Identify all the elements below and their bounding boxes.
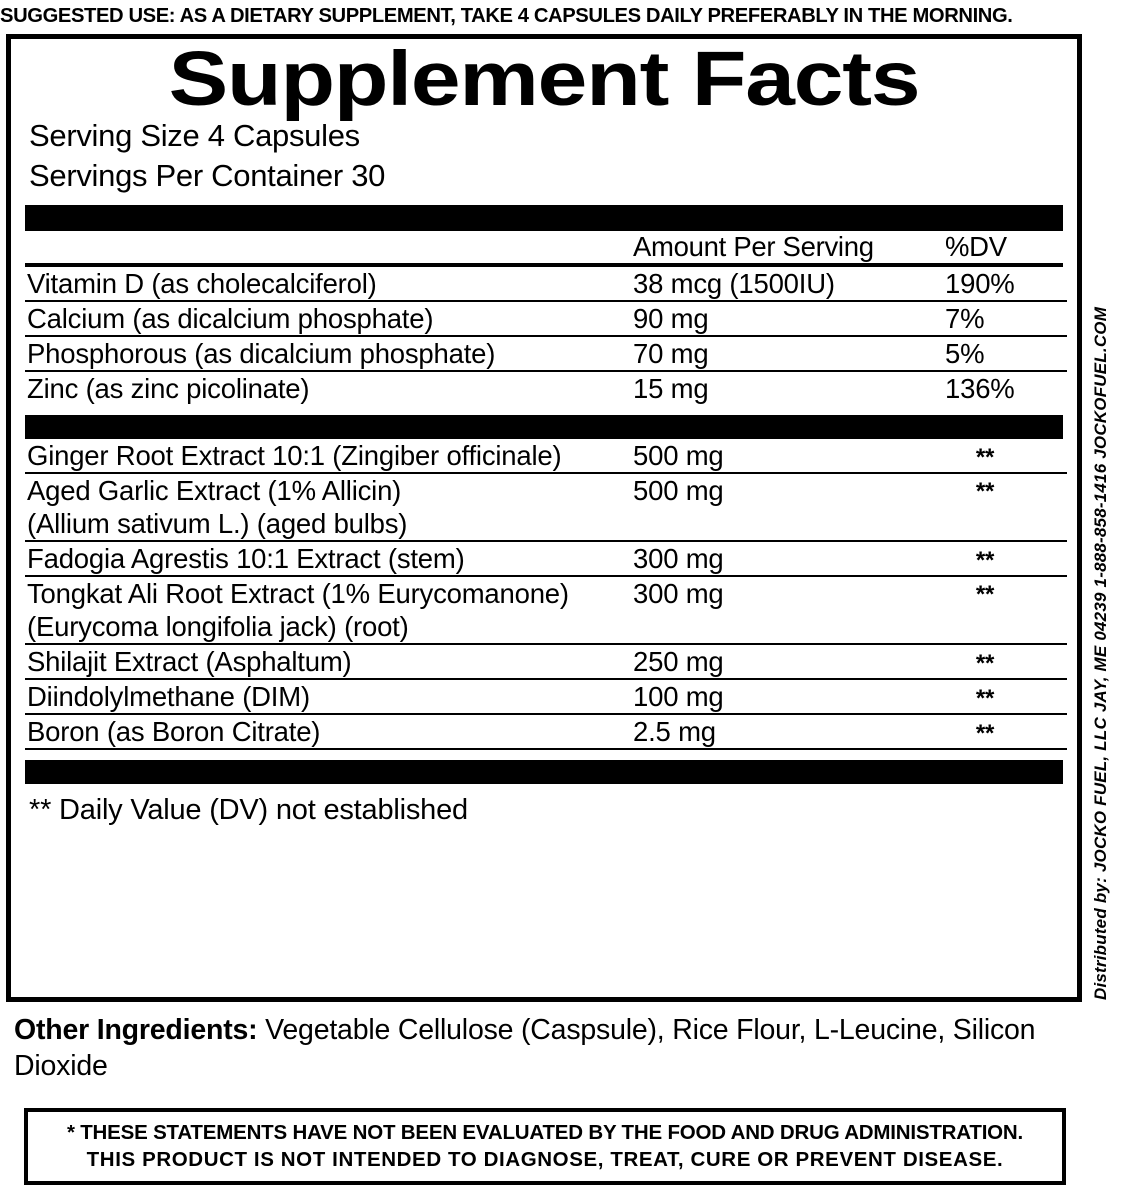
nutrient-amount: 38 mcg (1500IU) <box>629 267 937 301</box>
table-row <box>25 336 1067 371</box>
facts-panel <box>6 34 1082 1002</box>
distributor-vertical-text <box>1091 40 1127 1000</box>
botanical-name: Tongkat Ali Root Extract (1% Eurycomanone) <box>27 578 569 610</box>
divider-bar-top <box>25 205 1063 231</box>
botanical-amount: 250 mg <box>629 644 937 679</box>
botanical-amount: 500 mg <box>629 439 937 473</box>
nutrient-name: Vitamin D (as cholecalciferol) <box>25 267 629 301</box>
botanical-dv: ** <box>937 714 1067 749</box>
divider-bar-middle <box>25 415 1063 439</box>
botanical-dv: ** <box>937 644 1067 679</box>
botanical-name: Diindolylmethane (DIM) <box>25 679 629 714</box>
daily-value-note: ** Daily Value (DV) not established <box>29 794 468 827</box>
table-row <box>25 473 1067 541</box>
botanical-amount: 500 mg <box>629 473 937 541</box>
other-ingredients <box>14 1012 1070 1085</box>
header-dv: %DV <box>945 231 1007 263</box>
table-row <box>25 644 1067 679</box>
botanical-subname: (Eurycoma longifolia jack) (root) <box>27 611 409 643</box>
table-row <box>25 679 1067 714</box>
table-row <box>25 301 1067 336</box>
nutrient-name: Phosphorous (as dicalcium phosphate) <box>25 336 629 371</box>
other-ingredients-value: Vegetable Cellulose (Caspsule), Rice Flour, L-Leucine, Silicon Dioxide <box>14 1014 1036 1083</box>
botanical-name: Fadogia Agrestis 10:1 Extract (stem) <box>25 541 629 576</box>
table-row <box>25 439 1067 473</box>
serving-size: Serving Size 4 Capsules <box>29 118 360 154</box>
botanical-dv: ** <box>937 541 1067 576</box>
header-amount: Amount Per Serving <box>633 231 874 263</box>
botanical-name: Boron (as Boron Citrate) <box>25 714 629 749</box>
nutrient-name: Zinc (as zinc picolinate) <box>27 373 310 405</box>
botanical-amount: 100 mg <box>629 679 937 714</box>
botanical-dv: ** <box>937 576 1067 644</box>
botanical-name: Aged Garlic Extract (1% Allicin) <box>27 475 402 507</box>
divider-bar-bottom <box>25 760 1063 784</box>
table-row <box>25 371 1067 405</box>
fda-disclaimer-box <box>24 1108 1066 1185</box>
botanical-dv: ** <box>937 679 1067 714</box>
other-ingredients-label: Other Ingredients: <box>14 1014 258 1046</box>
disclaimer-line-1: * THESE STATEMENTS HAVE NOT BEEN EVALUATED BY THE FOOD AND DRUG ADMINISTRATION. <box>66 1121 1024 1144</box>
servings-per-container: Servings Per Container 30 <box>29 157 386 193</box>
nutrient-dv: 5% <box>937 336 1067 371</box>
facts-table <box>25 231 1067 263</box>
botanical-name-cell <box>25 473 629 541</box>
nutrient-amount: 70 mg <box>629 336 937 371</box>
botanical-name-cell <box>25 576 629 644</box>
nutrient-dv: 136% <box>945 373 1015 405</box>
botanical-name: Ginger Root Extract 10:1 (Zingiber officinale) <box>25 439 629 473</box>
table-row <box>25 714 1067 749</box>
table-header-row <box>25 231 1067 263</box>
disclaimer-line-2: THIS PRODUCT IS NOT INTENDED TO DIAGNOSE, TREAT, CURE OR PREVENT DISEASE. <box>86 1148 1004 1172</box>
table-row <box>25 576 1067 644</box>
nutrients-table <box>25 267 1067 405</box>
nutrient-dv: 190% <box>937 267 1067 301</box>
nutrient-dv: 7% <box>937 301 1067 336</box>
nutrient-amount: 15 mg <box>633 373 709 405</box>
botanical-dv: ** <box>937 473 1067 541</box>
table-row <box>25 541 1067 576</box>
botanical-amount: 300 mg <box>629 576 937 644</box>
botanical-amount: 2.5 mg <box>629 714 937 749</box>
nutrient-amount: 90 mg <box>629 301 937 336</box>
suggested-use-text: SUGGESTED USE: AS A DIETARY SUPPLEMENT, TAKE 4 CAPSULES DAILY PREFERABLY IN THE MORNING. <box>0 4 1013 27</box>
botanical-subname: (Allium sativum L.) (aged bulbs) <box>27 508 408 540</box>
header-blank <box>25 231 629 263</box>
botanical-name: Shilajit Extract (Asphaltum) <box>25 644 629 679</box>
botanical-dv: ** <box>937 439 1067 473</box>
botanical-amount: 300 mg <box>629 541 937 576</box>
distributor-text: Distributed by: JOCKO FUEL, LLC JAY, ME 04239 1-888-858-1416 JOCKOFUEL.COM <box>1091 306 1110 1000</box>
table-row <box>25 267 1067 301</box>
botanicals-table <box>25 439 1067 750</box>
page-title: Supplement Facts <box>168 36 920 122</box>
nutrient-name: Calcium (as dicalcium phosphate) <box>25 301 629 336</box>
